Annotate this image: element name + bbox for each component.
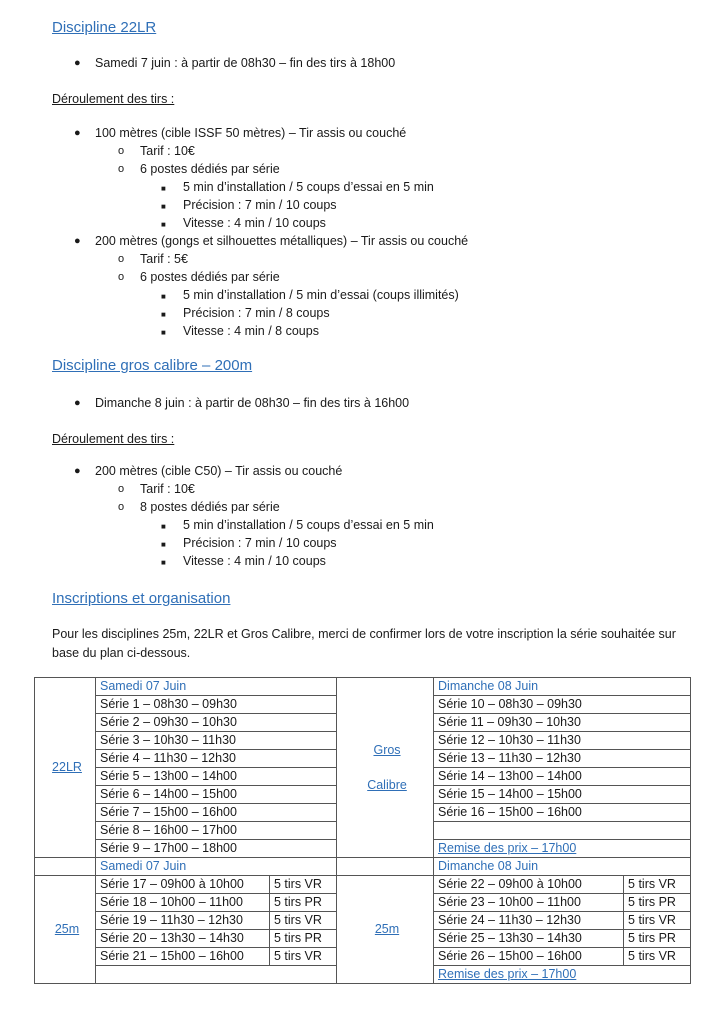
series-cell: Série 18 – 10h00 – 11h00 bbox=[96, 894, 270, 912]
sec2-item1-detail: Vitesse : 4 min / 10 coups bbox=[183, 554, 326, 568]
series-cell: Série 9 – 17h00 – 18h00 bbox=[96, 840, 337, 858]
series-cell: Série 6 – 14h00 – 15h00 bbox=[96, 786, 337, 804]
bullet-icon: ● bbox=[74, 397, 81, 409]
sec1-deroulement: Déroulement des tirs : bbox=[52, 92, 175, 106]
inscriptions-paragraph: Pour les disciplines 25m, 22LR et Gros Calibre, merci de confirmer lors de votre inscription la série souhaitée sur base du plan ci-dessous. bbox=[52, 627, 676, 660]
series-cell: Série 8 – 16h00 – 17h00 bbox=[96, 822, 337, 840]
series-cell: Série 26 – 15h00 – 16h00 bbox=[434, 948, 624, 966]
bullet-icon: ● bbox=[74, 235, 81, 247]
tirs-cell: 5 tirs PR bbox=[624, 930, 691, 948]
sec2-item1-label: 200 mètres (cible C50) – Tir assis ou couché bbox=[95, 464, 343, 478]
square-bullet-icon: ■ bbox=[161, 558, 166, 567]
circle-bullet-icon: o bbox=[118, 501, 125, 513]
schedule-table bbox=[34, 677, 691, 984]
circle-bullet-icon: o bbox=[118, 163, 125, 175]
tirs-cell: 5 tirs PR bbox=[624, 894, 691, 912]
tirs-cell: 5 tirs VR bbox=[270, 876, 337, 894]
saturday-header: Samedi 07 Juin bbox=[96, 678, 337, 696]
tirs-cell: 5 tirs VR bbox=[624, 948, 691, 966]
table-row bbox=[35, 876, 691, 894]
square-bullet-icon: ■ bbox=[161, 292, 166, 301]
sec1-item2-label: 200 mètres (gongs et silhouettes métalliques) – Tir assis ou couché bbox=[95, 234, 469, 248]
square-bullet-icon: ■ bbox=[161, 220, 166, 229]
tirs-cell: 5 tirs PR bbox=[270, 930, 337, 948]
square-bullet-icon: ■ bbox=[161, 184, 166, 193]
sec1-item1-detail: Précision : 7 min / 10 coups bbox=[183, 198, 337, 212]
circle-bullet-icon: o bbox=[118, 271, 125, 283]
series-cell: Série 20 – 13h30 – 14h30 bbox=[96, 930, 270, 948]
series-cell: Série 4 – 11h30 – 12h30 bbox=[96, 750, 337, 768]
sec2-date: Dimanche 8 juin : à partir de 08h30 – fin des tirs à 16h00 bbox=[95, 396, 410, 410]
sec1-item2-detail: 5 min d’installation / 5 min d’essai (coups illimités) bbox=[183, 288, 459, 302]
saturday-header-25m: Samedi 07 Juin bbox=[96, 858, 337, 876]
table-row bbox=[35, 858, 691, 876]
bullet-icon: ● bbox=[74, 57, 81, 69]
sec2-item1-detail: 5 min d’installation / 5 coups d’essai en 5 min bbox=[183, 518, 434, 532]
sec1-item1-postes: 6 postes dédiés par série bbox=[140, 162, 280, 176]
sec1-item1-detail: Vitesse : 4 min / 10 coups bbox=[183, 216, 326, 230]
series-cell: Série 17 – 09h00 à 10h00 bbox=[96, 876, 270, 894]
empty-cell bbox=[35, 858, 96, 876]
tirs-cell: 5 tirs PR bbox=[270, 894, 337, 912]
series-cell: Série 25 – 13h30 – 14h30 bbox=[434, 930, 624, 948]
square-bullet-icon: ■ bbox=[161, 522, 166, 531]
series-cell: Série 24 – 11h30 – 12h30 bbox=[434, 912, 624, 930]
circle-bullet-icon: o bbox=[118, 145, 125, 157]
series-cell: Série 2 – 09h30 – 10h30 bbox=[96, 714, 337, 732]
empty-cell bbox=[434, 822, 691, 840]
series-cell: Série 13 – 11h30 – 12h30 bbox=[434, 750, 691, 768]
sec1-date: Samedi 7 juin : à partir de 08h30 – fin des tirs à 18h00 bbox=[95, 56, 396, 70]
remise-des-prix-2: Remise des prix – 17h00 bbox=[434, 966, 691, 984]
sec2-item1-postes: 8 postes dédiés par série bbox=[140, 500, 280, 514]
empty-cell bbox=[96, 966, 337, 984]
series-cell: Série 10 – 08h30 – 09h30 bbox=[434, 696, 691, 714]
series-cell: Série 22 – 09h00 à 10h00 bbox=[434, 876, 624, 894]
remise-des-prix: Remise des prix – 17h00 bbox=[434, 840, 691, 858]
sec1-item1-label: 100 mètres (cible ISSF 50 mètres) – Tir assis ou couché bbox=[95, 126, 407, 140]
sunday-header: Dimanche 08 Juin bbox=[434, 678, 691, 696]
series-cell: Série 16 – 15h00 – 16h00 bbox=[434, 804, 691, 822]
sec2-deroulement: Déroulement des tirs : bbox=[52, 432, 175, 446]
series-cell: Série 7 – 15h00 – 16h00 bbox=[96, 804, 337, 822]
sec1-item1-tarif: Tarif : 10€ bbox=[140, 144, 195, 158]
series-cell: Série 23 – 10h00 – 11h00 bbox=[434, 894, 624, 912]
table-row bbox=[35, 678, 691, 696]
sec1-item2-tarif: Tarif : 5€ bbox=[140, 252, 188, 266]
sec2-item1-tarif: Tarif : 10€ bbox=[140, 482, 195, 496]
square-bullet-icon: ■ bbox=[161, 540, 166, 549]
sec2-item1-detail: Précision : 7 min / 10 coups bbox=[183, 536, 337, 550]
category-gros-calibre: Gros Calibre bbox=[337, 678, 434, 858]
circle-bullet-icon: o bbox=[118, 483, 125, 495]
series-cell: Série 19 – 11h30 – 12h30 bbox=[96, 912, 270, 930]
bullet-icon: ● bbox=[74, 465, 81, 477]
tirs-cell: 5 tirs VR bbox=[624, 876, 691, 894]
section-title-inscriptions: Inscriptions et organisation bbox=[52, 590, 231, 607]
category-22lr: 22LR bbox=[35, 678, 96, 858]
empty-cell bbox=[337, 858, 434, 876]
section-title-22lr: Discipline 22LR bbox=[52, 19, 157, 36]
sec1-item2-postes: 6 postes dédiés par série bbox=[140, 270, 280, 284]
series-cell: Série 11 – 09h30 – 10h30 bbox=[434, 714, 691, 732]
series-cell: Série 5 – 13h00 – 14h00 bbox=[96, 768, 337, 786]
square-bullet-icon: ■ bbox=[161, 328, 166, 337]
circle-bullet-icon: o bbox=[118, 253, 125, 265]
square-bullet-icon: ■ bbox=[161, 202, 166, 211]
section-title-gros-calibre: Discipline gros calibre – 200m bbox=[52, 357, 253, 374]
square-bullet-icon: ■ bbox=[161, 310, 166, 319]
series-cell: Série 14 – 13h00 – 14h00 bbox=[434, 768, 691, 786]
sec1-item2-detail: Vitesse : 4 min / 8 coups bbox=[183, 324, 319, 338]
series-cell: Série 12 – 10h30 – 11h30 bbox=[434, 732, 691, 750]
category-25m-left: 25m bbox=[35, 876, 96, 984]
series-cell: Série 3 – 10h30 – 11h30 bbox=[96, 732, 337, 750]
category-25m-right: 25m bbox=[337, 876, 434, 984]
series-cell: Série 21 – 15h00 – 16h00 bbox=[96, 948, 270, 966]
sec1-item2-detail: Précision : 7 min / 8 coups bbox=[183, 306, 330, 320]
series-cell: Série 15 – 14h00 – 15h00 bbox=[434, 786, 691, 804]
bullet-icon: ● bbox=[74, 127, 81, 139]
series-cell: Série 1 – 08h30 – 09h30 bbox=[96, 696, 337, 714]
sunday-header-25m: Dimanche 08 Juin bbox=[434, 858, 691, 876]
sec1-item1-detail: 5 min d’installation / 5 coups d’essai en 5 min bbox=[183, 180, 434, 194]
tirs-cell: 5 tirs VR bbox=[270, 912, 337, 930]
tirs-cell: 5 tirs VR bbox=[270, 948, 337, 966]
tirs-cell: 5 tirs VR bbox=[624, 912, 691, 930]
